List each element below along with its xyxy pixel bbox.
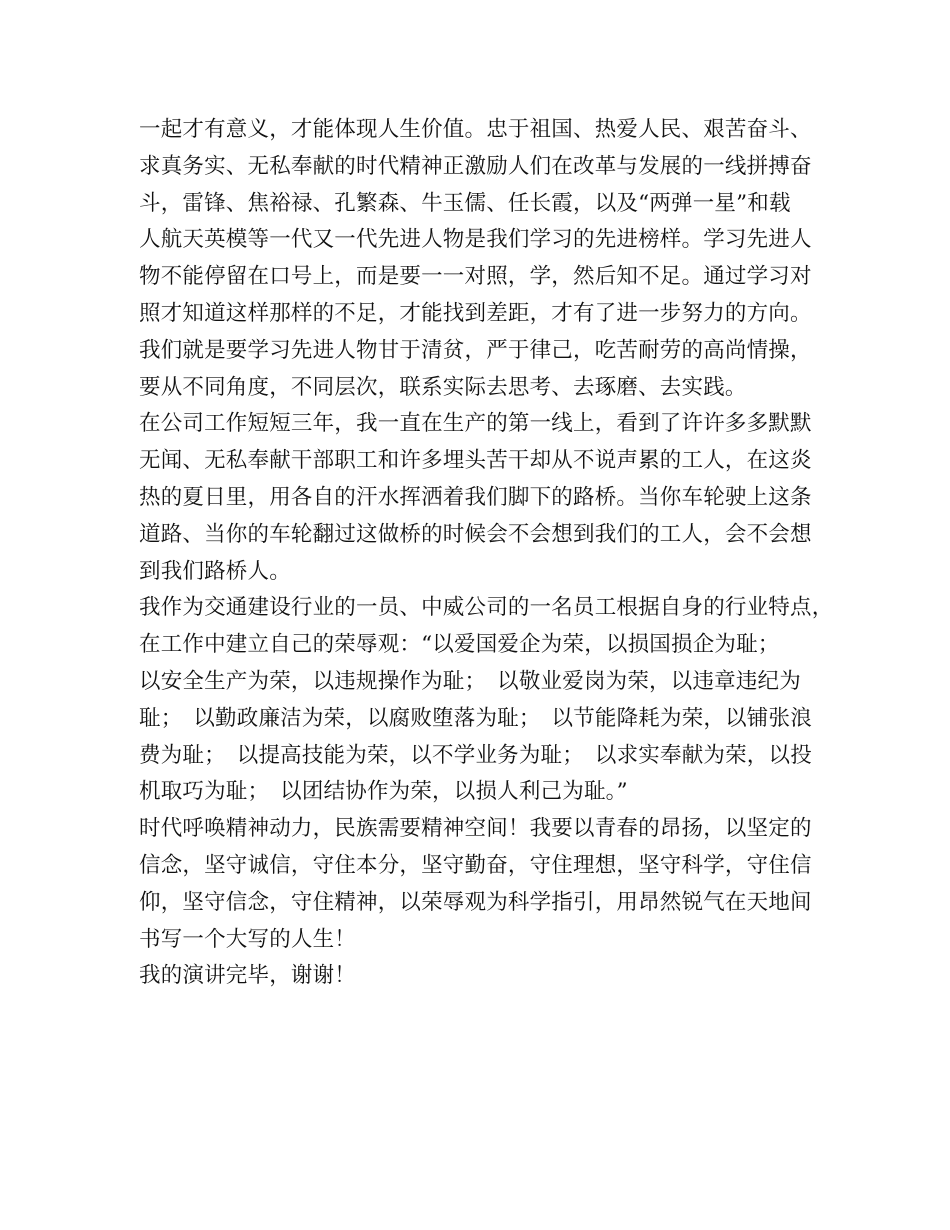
text-line: 在公司工作短短三年，我一直在生产的第一线上，看到了许许多多默默 <box>139 411 812 437</box>
text-line: 费为耻； 以提高技能为荣，以不学业务为耻； 以求实奉献为荣，以投 <box>139 742 812 768</box>
text-line: 无闻、无私奉献干部职工和许多埋头苦干却从不说声累的工人，在这炎 <box>139 448 812 474</box>
text-line: 以安全生产为荣，以违规操作为耻； 以敬业爱岗为荣，以违章违纪为 <box>139 668 801 694</box>
text-line: 在工作中建立自己的荣辱观：“以爱国爱企为荣，以损国损企为耻； <box>139 632 780 658</box>
text-line: 物不能停留在口号上，而是要一一对照，学，然后知不足。通过学习对 <box>139 264 812 290</box>
text-line: 到我们路桥人。 <box>139 558 291 584</box>
text-line: 斗，雷锋、焦裕禄、孔繁森、牛玉儒、任长霞，以及“两弹一星”和载 <box>139 190 791 216</box>
text-line: 书写一个大写的人生！ <box>139 926 357 952</box>
text-line: 人航天英模等一代又一代先进人物是我们学习的先进榜样。学习先进人 <box>139 227 812 253</box>
text-line: 道路、当你的车轮翻过这做桥的时候会不会想到我们的工人，会不会想 <box>139 521 812 547</box>
text-line: 时代呼唤精神动力，民族需要精神空间！我要以青春的昂扬，以坚定的 <box>139 816 812 842</box>
text-line: 要从不同角度，不同层次，联系实际去思考、去琢磨、去实践。 <box>139 374 747 400</box>
text-line: 我作为交通建设行业的一员、中威公司的一名员工根据自身的行业特点， <box>139 595 834 621</box>
text-line: 我的演讲完毕，谢谢！ <box>139 963 357 989</box>
text-line: 信念，坚守诚信，守住本分，坚守勤奋，守住理想，坚守科学，守住信 <box>139 852 812 878</box>
text-line: 仰，坚守信念，守住精神，以荣辱观为科学指引，用昂然锐气在天地间 <box>139 889 812 915</box>
body-text <box>139 112 834 995</box>
text-line: 一起才有意义，才能体现人生价值。忠于祖国、热爱人民、艰苦奋斗、 <box>139 117 812 142</box>
text-line: 照才知道这样那样的不足，才能找到差距，才有了进一步努力的方向。 <box>139 300 812 326</box>
text-line: 机取巧为耻； 以团结协作为荣，以损人利己为耻。” <box>139 779 628 805</box>
text-line: 我们就是要学习先进人物甘于清贫，严于律己，吃苦耐劳的高尚情操， <box>139 337 812 363</box>
text-line: 热的夏日里，用各自的汗水挥洒着我们脚下的路桥。当你车轮驶上这条 <box>139 484 812 510</box>
text-line: 求真务实、无私奉献的时代精神正激励人们在改革与发展的一线拼搏奋 <box>139 153 812 179</box>
text-line: 耻； 以勤政廉洁为荣，以腐败堕落为耻； 以节能降耗为荣，以铺张浪 <box>139 705 812 731</box>
